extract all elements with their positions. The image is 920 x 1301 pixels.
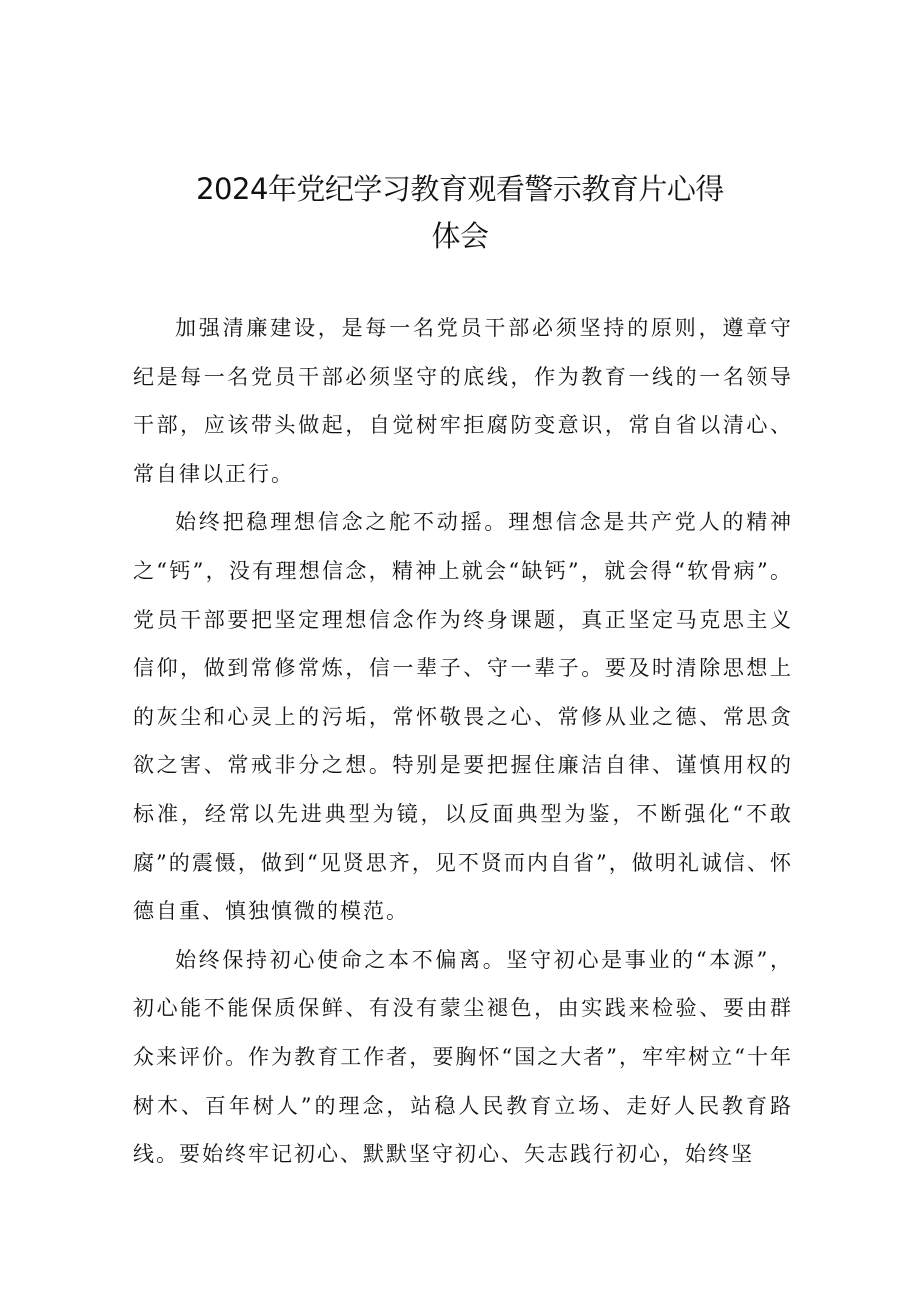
document-title bbox=[100, 166, 820, 260]
document-body bbox=[133, 304, 793, 1179]
paragraph-2: 始终把稳理想信念之舵不动摇。理想信念是共产党人的精神之“钙”，没有理想信念，精神上就会“缺钙”，就会得“软骨病”。党员干部要把坚定理想信念作为终身课题，真正坚定马克思主义信仰，做到常修常炼，信一辈子、守一辈子。要及时清除思想上的灰尘和心灵上的污垢，常怀敬畏之心、常修从业之德、常思贪欲之害、常戒非分之想。特别是要把握住廉洁自律、谨慎用权的标准，经常以先进典型为镜，以反面典型为鉴，不断强化“不敢腐”的震慑，做到“见贤思齐，见不贤而内自省”，做明礼诚信、怀德自重、慎独慎微的模范。 bbox=[133, 510, 793, 924]
paragraph-1: 加强清廉建设，是每一名党员干部必须坚持的原则，遵章守纪是每一名党员干部必须坚守的底线，作为教育一线的一名领导干部，应该带头做起，自觉树牢拒腐防变意识，常自省以清心、常自律以正行。 bbox=[133, 316, 793, 486]
title-line-1: 2024年党纪学习教育观看警示教育片心得 bbox=[196, 172, 724, 206]
paragraph-3: 始终保持初心使命之本不偏离。坚守初心是事业的“本源”，初心能不能保质保鲜、有没有蒙尘褪色，由实践来检验、要由群众来评价。作为教育工作者，要胸怀“国之大者”，牢牢树立“十年树木、百年树人”的理念，站稳人民教育立场、走好人民教育路线。要始终牢记初心、默默坚守初心、矢志践行初心，始终坚 bbox=[133, 947, 793, 1167]
title-line-2: 体会 bbox=[431, 219, 489, 253]
